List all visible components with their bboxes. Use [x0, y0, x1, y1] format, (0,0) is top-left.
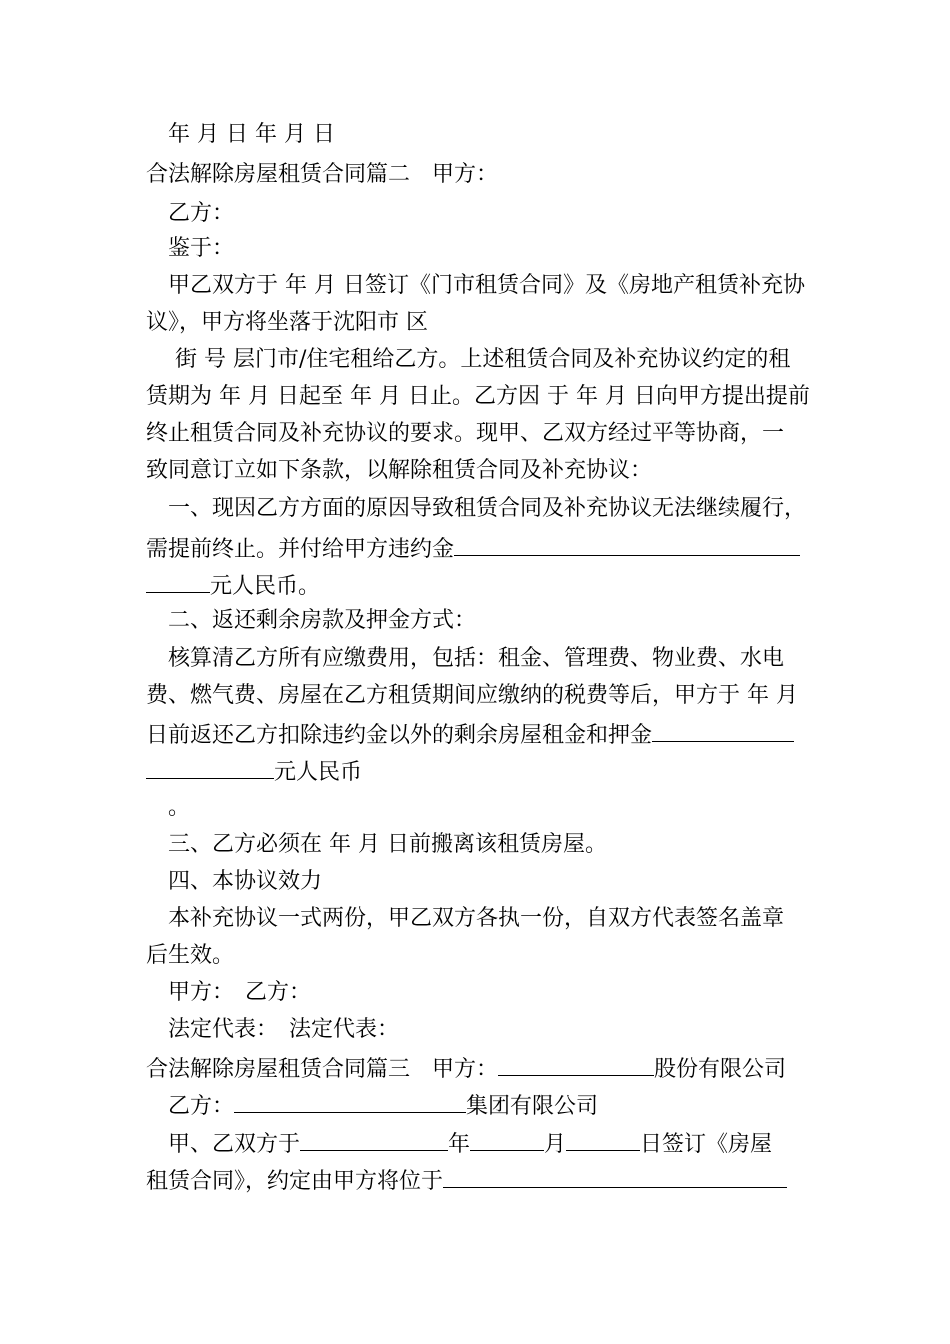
text-line: 终止租赁合同及补充协议的要求。现甲、乙双方经过平等协商，一 — [146, 421, 785, 446]
text-line: 年 月 日 年 月 日 — [146, 122, 335, 147]
text-line — [146, 752, 362, 788]
blank-underline — [566, 1124, 640, 1151]
blank-underline — [300, 1124, 448, 1151]
blank-underline — [146, 752, 274, 779]
text-line: 。 — [146, 795, 191, 820]
line-text: 日签订《房屋 — [640, 1132, 773, 1157]
text-line: 本补充协议一式两份，甲乙双方各执一份，自双方代表签名盖章 — [146, 906, 785, 931]
text-line: 费、燃气费、房屋在乙方租赁期间应缴纳的税费等后，甲方于 年 月 — [146, 683, 798, 708]
text-line: 一、现因乙方方面的原因导致租赁合同及补充协议无法继续履行， — [146, 496, 807, 521]
text-line — [146, 715, 794, 751]
text-line: 赁期为 年 月 日起至 年 月 日止。乙方因 于 年 月 日向甲方提出提前 — [146, 384, 810, 409]
blank-underline — [454, 529, 800, 556]
blank-underline — [443, 1161, 787, 1188]
text-line: 核算清乙方所有应缴费用，包括：租金、管理费、物业费、水电 — [146, 646, 785, 671]
line-text: 月 — [544, 1132, 567, 1157]
text-line: 甲乙双方于 年 月 日签订《门市租赁合同》及《房地产租赁补充协 — [146, 273, 805, 298]
line-text: 甲、乙双方于 — [146, 1132, 301, 1157]
text-line — [146, 1161, 787, 1197]
section-heading-2: 合法解除房屋租赁合同篇二 甲方： — [146, 162, 499, 187]
text-line — [146, 1086, 598, 1122]
line-text: 年 — [448, 1132, 471, 1157]
text-line: 三、乙方必须在 年 月 日前搬离该租赁房屋。 — [146, 832, 607, 857]
text-line: 街 号 层门市/住宅租给乙方。上述租赁合同及补充协议约定的租 — [146, 347, 791, 372]
text-line: 法定代表： 法定代表： — [146, 1017, 400, 1042]
blank-underline — [470, 1124, 544, 1151]
line-text: 股份有限公司 — [654, 1057, 787, 1082]
section-heading-3 — [146, 1049, 786, 1085]
line-text: 元人民币 — [274, 760, 363, 785]
text-line: 鉴于： — [146, 236, 235, 261]
text-line: 乙方： — [146, 201, 235, 226]
line-text: 需提前终止。并付给甲方违约金 — [146, 537, 455, 562]
text-line — [146, 566, 320, 602]
blank-underline — [146, 566, 210, 593]
text-line — [146, 529, 800, 565]
line-text: 合法解除房屋租赁合同篇三 甲方： — [146, 1057, 499, 1082]
text-line: 后生效。 — [146, 943, 235, 968]
text-line — [146, 1124, 772, 1160]
text-line: 四、本协议效力 — [146, 869, 323, 894]
line-text: 日前返还乙方扣除违约金以外的剩余房屋租金和押金 — [146, 723, 653, 748]
line-text: 元人民币。 — [210, 574, 321, 599]
text-line: 二、返还剩余房款及押金方式： — [146, 608, 477, 633]
blank-underline — [652, 715, 794, 742]
blank-underline — [234, 1086, 466, 1113]
text-line: 甲方： 乙方： — [146, 980, 312, 1005]
blank-underline — [498, 1049, 654, 1076]
text-line: 致同意订立如下条款，以解除租赁合同及补充协议： — [146, 458, 653, 483]
line-text: 租赁合同》，约定由甲方将位于 — [146, 1169, 444, 1194]
text-line: 议》，甲方将坐落于沈阳市 区 — [146, 310, 428, 335]
line-text: 乙方： — [146, 1094, 235, 1119]
line-text: 集团有限公司 — [466, 1094, 599, 1119]
